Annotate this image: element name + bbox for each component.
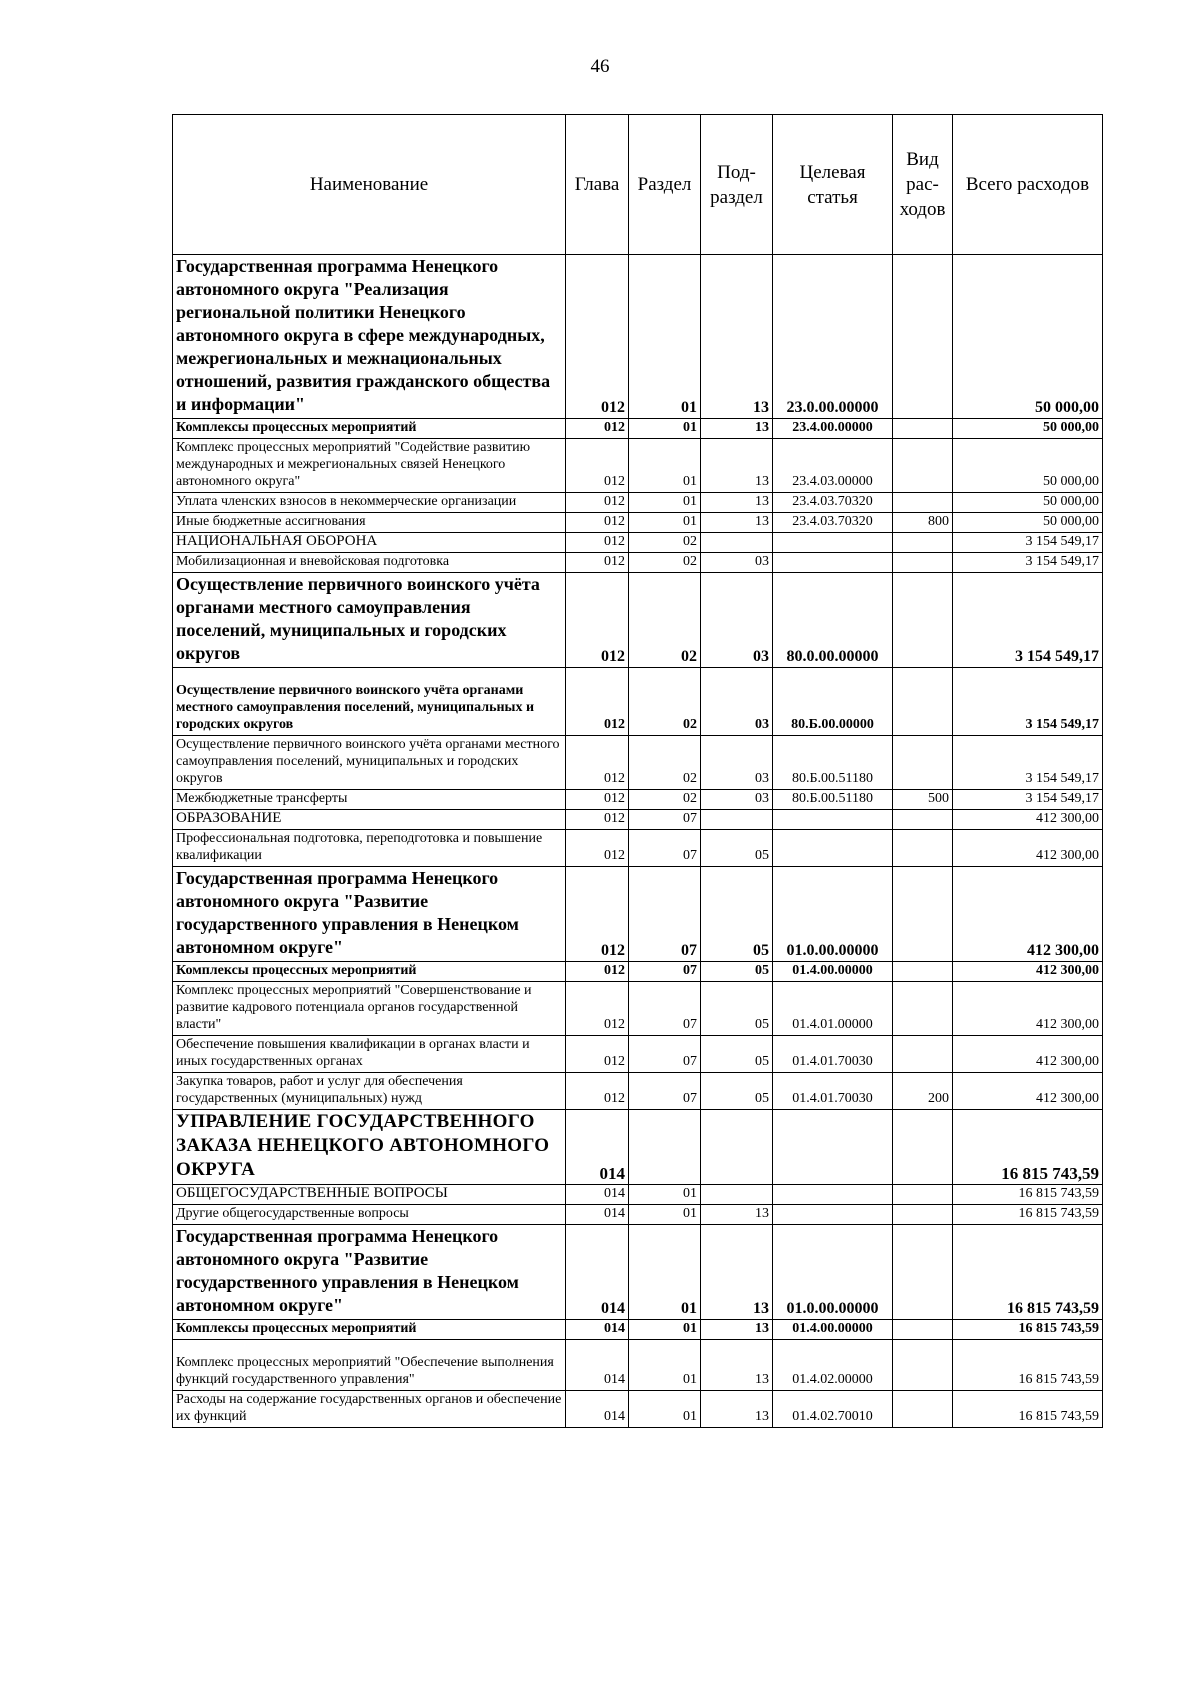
table-row <box>173 553 1103 573</box>
cell-podrazdel <box>701 810 773 830</box>
cell-podrazdel: 13 <box>701 1320 773 1340</box>
cell-glava: 014 <box>566 1340 629 1391</box>
cell-tselevaya: 01.4.01.70030 <box>773 1073 893 1110</box>
cell-total: 412 300,00 <box>953 982 1103 1036</box>
cell-razdel: 01 <box>629 1391 701 1428</box>
table-row <box>173 982 1103 1036</box>
cell-tselevaya <box>773 810 893 830</box>
table-row <box>173 1036 1103 1073</box>
cell-vid <box>893 962 953 982</box>
cell-podrazdel: 05 <box>701 982 773 1036</box>
cell-name: Осуществление первичного воинского учёта органами местного самоуправления поселений, муниципальных и городских округов <box>173 668 566 736</box>
cell-total: 16 815 743,59 <box>953 1225 1103 1320</box>
cell-vid <box>893 810 953 830</box>
cell-glava: 014 <box>566 1185 629 1205</box>
cell-razdel: 01 <box>629 419 701 439</box>
cell-tselevaya: 80.Б.00.00000 <box>773 668 893 736</box>
table-row <box>173 533 1103 553</box>
cell-name: Профессиональная подготовка, переподготовка и повышение квалификации <box>173 830 566 867</box>
table-row <box>173 830 1103 867</box>
cell-total: 50 000,00 <box>953 513 1103 533</box>
cell-total: 412 300,00 <box>953 1036 1103 1073</box>
cell-name: Государственная программа Ненецкого автономного округа "Развитие государственного управления в Ненецком автономном округе" <box>173 1225 566 1320</box>
cell-podrazdel <box>701 1185 773 1205</box>
cell-razdel: 01 <box>629 1320 701 1340</box>
cell-glava: 012 <box>566 533 629 553</box>
table-row <box>173 1110 1103 1185</box>
cell-razdel: 07 <box>629 830 701 867</box>
cell-total: 412 300,00 <box>953 867 1103 962</box>
cell-name: Комплексы процессных мероприятий <box>173 962 566 982</box>
cell-name: Расходы на содержание государственных органов и обеспечение их функций <box>173 1391 566 1428</box>
table-row <box>173 255 1103 419</box>
cell-tselevaya: 23.0.00.00000 <box>773 255 893 419</box>
cell-podrazdel: 03 <box>701 790 773 810</box>
cell-total: 3 154 549,17 <box>953 533 1103 553</box>
cell-glava: 014 <box>566 1225 629 1320</box>
header-total: Всего расходов <box>953 115 1103 255</box>
table-row <box>173 962 1103 982</box>
cell-razdel: 02 <box>629 553 701 573</box>
cell-name: НАЦИОНАЛЬНАЯ ОБОРОНА <box>173 533 566 553</box>
header-tselevaya: Целевая статья <box>773 115 893 255</box>
cell-tselevaya: 23.4.03.00000 <box>773 439 893 493</box>
cell-name: Уплата членских взносов в некоммерческие организации <box>173 493 566 513</box>
cell-total: 412 300,00 <box>953 1073 1103 1110</box>
cell-total: 3 154 549,17 <box>953 553 1103 573</box>
table-row <box>173 513 1103 533</box>
table-row <box>173 867 1103 962</box>
cell-vid <box>893 255 953 419</box>
cell-glava: 014 <box>566 1205 629 1225</box>
page-number: 46 <box>590 56 610 77</box>
cell-vid: 800 <box>893 513 953 533</box>
cell-podrazdel <box>701 533 773 553</box>
cell-vid <box>893 533 953 553</box>
cell-podrazdel <box>701 1110 773 1185</box>
header-glava: Глава <box>566 115 629 255</box>
cell-vid <box>893 1185 953 1205</box>
cell-tselevaya: 01.4.00.00000 <box>773 962 893 982</box>
cell-name: ОБЩЕГОСУДАРСТВЕННЫЕ ВОПРОСЫ <box>173 1185 566 1205</box>
table-header-row <box>173 115 1103 255</box>
cell-razdel: 07 <box>629 867 701 962</box>
cell-vid <box>893 553 953 573</box>
table-body <box>173 255 1103 1428</box>
cell-glava: 012 <box>566 493 629 513</box>
cell-tselevaya: 23.4.00.00000 <box>773 419 893 439</box>
cell-tselevaya: 01.4.02.00000 <box>773 1340 893 1391</box>
cell-razdel: 07 <box>629 810 701 830</box>
cell-glava: 012 <box>566 419 629 439</box>
cell-vid <box>893 867 953 962</box>
table-row <box>173 1205 1103 1225</box>
cell-tselevaya: 80.0.00.00000 <box>773 573 893 668</box>
cell-vid: 500 <box>893 790 953 810</box>
cell-name: ОБРАЗОВАНИЕ <box>173 810 566 830</box>
cell-glava: 012 <box>566 1036 629 1073</box>
cell-tselevaya <box>773 1185 893 1205</box>
cell-podrazdel: 05 <box>701 1036 773 1073</box>
cell-total: 3 154 549,17 <box>953 573 1103 668</box>
cell-razdel: 02 <box>629 533 701 553</box>
cell-podrazdel: 05 <box>701 830 773 867</box>
cell-razdel: 01 <box>629 1205 701 1225</box>
cell-glava: 014 <box>566 1391 629 1428</box>
cell-vid <box>893 1225 953 1320</box>
cell-total: 3 154 549,17 <box>953 736 1103 790</box>
cell-razdel: 07 <box>629 1036 701 1073</box>
cell-podrazdel: 05 <box>701 1073 773 1110</box>
cell-vid <box>893 1320 953 1340</box>
cell-podrazdel: 13 <box>701 1340 773 1391</box>
cell-razdel: 01 <box>629 255 701 419</box>
cell-vid <box>893 668 953 736</box>
cell-glava: 012 <box>566 810 629 830</box>
cell-razdel <box>629 1110 701 1185</box>
cell-tselevaya: 23.4.03.70320 <box>773 513 893 533</box>
cell-vid <box>893 1391 953 1428</box>
cell-name: Обеспечение повышения квалификации в органах власти и иных государственных органах <box>173 1036 566 1073</box>
table-row <box>173 1340 1103 1391</box>
cell-razdel: 07 <box>629 982 701 1036</box>
cell-name: Закупка товаров, работ и услуг для обеспечения государственных (муниципальных) нужд <box>173 1073 566 1110</box>
cell-name: Иные бюджетные ассигнования <box>173 513 566 533</box>
cell-total: 3 154 549,17 <box>953 668 1103 736</box>
cell-name: УПРАВЛЕНИЕ ГОСУДАРСТВЕННОГО ЗАКАЗА НЕНЕЦКОГО АВТОНОМНОГО ОКРУГА <box>173 1110 566 1185</box>
cell-total: 16 815 743,59 <box>953 1185 1103 1205</box>
table-row <box>173 668 1103 736</box>
cell-total: 16 815 743,59 <box>953 1110 1103 1185</box>
cell-tselevaya: 01.0.00.00000 <box>773 1225 893 1320</box>
cell-total: 412 300,00 <box>953 810 1103 830</box>
cell-vid <box>893 419 953 439</box>
cell-name: Межбюджетные трансферты <box>173 790 566 810</box>
cell-podrazdel: 05 <box>701 962 773 982</box>
cell-total: 50 000,00 <box>953 255 1103 419</box>
cell-podrazdel: 13 <box>701 439 773 493</box>
table-row <box>173 439 1103 493</box>
header-podrazdel: Под- раздел <box>701 115 773 255</box>
cell-name: Комплекс процессных мероприятий "Совершенствование и развитие кадрового потенциала органов государственной власти" <box>173 982 566 1036</box>
cell-glava: 012 <box>566 553 629 573</box>
cell-podrazdel: 03 <box>701 668 773 736</box>
cell-vid <box>893 1205 953 1225</box>
cell-tselevaya <box>773 533 893 553</box>
cell-tselevaya: 01.4.00.00000 <box>773 1320 893 1340</box>
cell-name: Другие общегосударственные вопросы <box>173 1205 566 1225</box>
cell-podrazdel: 13 <box>701 1391 773 1428</box>
cell-name: Осуществление первичного воинского учёта органами местного самоуправления поселений, муниципальных и городских округов <box>173 573 566 668</box>
cell-razdel: 01 <box>629 439 701 493</box>
cell-tselevaya <box>773 1205 893 1225</box>
cell-total: 16 815 743,59 <box>953 1205 1103 1225</box>
cell-tselevaya: 01.4.02.70010 <box>773 1391 893 1428</box>
table-row <box>173 1225 1103 1320</box>
cell-glava: 012 <box>566 736 629 790</box>
cell-podrazdel: 13 <box>701 1205 773 1225</box>
cell-glava: 012 <box>566 439 629 493</box>
cell-name: Комплекс процессных мероприятий "Обеспечение выполнения функций государственного управления" <box>173 1340 566 1391</box>
cell-tselevaya: 80.Б.00.51180 <box>773 790 893 810</box>
cell-name: Государственная программа Ненецкого автономного округа "Реализация региональной политики Ненецкого автономного округа в сфере международных, межрегиональных и межнациональных отношений, развития гражданского общества и информации" <box>173 255 566 419</box>
cell-name: Осуществление первичного воинского учёта органами местного самоуправления поселений, муниципальных и городских округов <box>173 736 566 790</box>
cell-razdel: 01 <box>629 1340 701 1391</box>
cell-razdel: 07 <box>629 962 701 982</box>
cell-total: 16 815 743,59 <box>953 1320 1103 1340</box>
cell-glava: 014 <box>566 1110 629 1185</box>
cell-razdel: 02 <box>629 573 701 668</box>
cell-glava: 012 <box>566 668 629 736</box>
cell-vid <box>893 493 953 513</box>
cell-glava: 012 <box>566 830 629 867</box>
header-name: Наименование <box>173 115 566 255</box>
cell-glava: 012 <box>566 962 629 982</box>
cell-vid <box>893 573 953 668</box>
cell-total: 412 300,00 <box>953 962 1103 982</box>
cell-glava: 012 <box>566 513 629 533</box>
cell-vid <box>893 982 953 1036</box>
cell-total: 50 000,00 <box>953 493 1103 513</box>
cell-tselevaya <box>773 553 893 573</box>
cell-name: Комплекс процессных мероприятий "Содействие развитию международных и межрегиональных связей Ненецкого автономного округа" <box>173 439 566 493</box>
table-row <box>173 810 1103 830</box>
cell-tselevaya: 01.4.01.00000 <box>773 982 893 1036</box>
table-row <box>173 1185 1103 1205</box>
cell-glava: 012 <box>566 255 629 419</box>
cell-tselevaya: 01.0.00.00000 <box>773 867 893 962</box>
cell-podrazdel: 13 <box>701 255 773 419</box>
cell-razdel: 02 <box>629 790 701 810</box>
cell-vid <box>893 830 953 867</box>
cell-razdel: 02 <box>629 668 701 736</box>
cell-vid <box>893 1036 953 1073</box>
cell-vid <box>893 1110 953 1185</box>
cell-vid <box>893 736 953 790</box>
cell-vid <box>893 439 953 493</box>
cell-total: 16 815 743,59 <box>953 1340 1103 1391</box>
table-row <box>173 493 1103 513</box>
table-row <box>173 736 1103 790</box>
table-row <box>173 1391 1103 1428</box>
cell-tselevaya: 80.Б.00.51180 <box>773 736 893 790</box>
cell-podrazdel: 03 <box>701 553 773 573</box>
cell-name: Мобилизационная и вневойсковая подготовка <box>173 553 566 573</box>
cell-total: 50 000,00 <box>953 419 1103 439</box>
cell-name: Государственная программа Ненецкого автономного округа "Развитие государственного управления в Ненецком автономном округе" <box>173 867 566 962</box>
cell-total: 50 000,00 <box>953 439 1103 493</box>
budget-table <box>172 114 1103 1428</box>
cell-razdel: 01 <box>629 493 701 513</box>
cell-podrazdel: 03 <box>701 573 773 668</box>
cell-vid <box>893 1340 953 1391</box>
cell-podrazdel: 03 <box>701 736 773 790</box>
table-row <box>173 790 1103 810</box>
table-row <box>173 419 1103 439</box>
table-row <box>173 573 1103 668</box>
table-row <box>173 1073 1103 1110</box>
cell-razdel: 02 <box>629 736 701 790</box>
table-row <box>173 1320 1103 1340</box>
cell-podrazdel: 13 <box>701 1225 773 1320</box>
cell-tselevaya: 23.4.03.70320 <box>773 493 893 513</box>
cell-vid: 200 <box>893 1073 953 1110</box>
cell-glava: 012 <box>566 790 629 810</box>
cell-name: Комплексы процессных мероприятий <box>173 1320 566 1340</box>
cell-glava: 012 <box>566 982 629 1036</box>
cell-razdel: 01 <box>629 1225 701 1320</box>
cell-name: Комплексы процессных мероприятий <box>173 419 566 439</box>
cell-glava: 014 <box>566 1320 629 1340</box>
cell-tselevaya <box>773 1110 893 1185</box>
cell-podrazdel: 13 <box>701 493 773 513</box>
cell-glava: 012 <box>566 1073 629 1110</box>
cell-glava: 012 <box>566 573 629 668</box>
header-vid: Вид рас- ходов <box>893 115 953 255</box>
cell-podrazdel: 05 <box>701 867 773 962</box>
cell-tselevaya: 01.4.01.70030 <box>773 1036 893 1073</box>
cell-razdel: 01 <box>629 513 701 533</box>
cell-glava: 012 <box>566 867 629 962</box>
cell-podrazdel: 13 <box>701 513 773 533</box>
cell-total: 412 300,00 <box>953 830 1103 867</box>
cell-total: 16 815 743,59 <box>953 1391 1103 1428</box>
cell-razdel: 01 <box>629 1185 701 1205</box>
cell-tselevaya <box>773 830 893 867</box>
header-razdel: Раздел <box>629 115 701 255</box>
cell-total: 3 154 549,17 <box>953 790 1103 810</box>
cell-razdel: 07 <box>629 1073 701 1110</box>
cell-podrazdel: 13 <box>701 419 773 439</box>
